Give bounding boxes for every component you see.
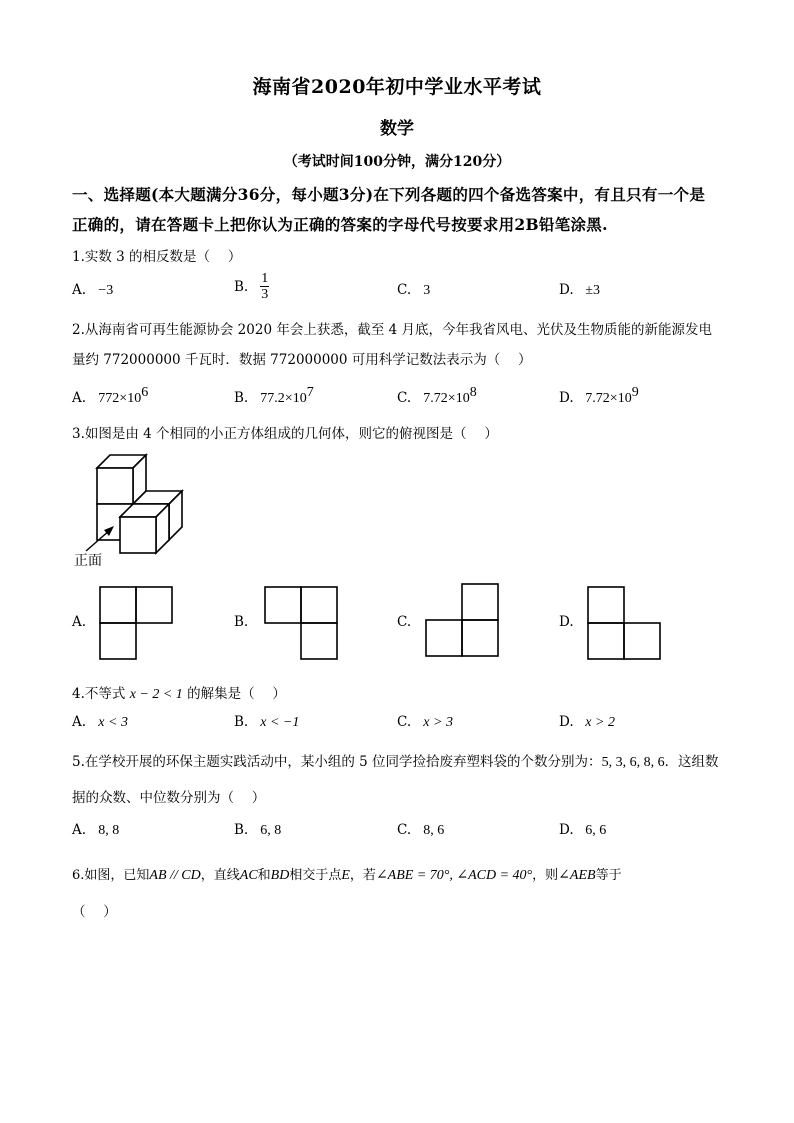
- section-heading-line1: 一、选择题(本大题满分36分，每小题3分)在下列各题的四个备选答案中，有且只有一个是: [72, 185, 706, 204]
- exam-subject: 数学: [380, 119, 414, 139]
- question-3-stem: 3.如图是由 4 个相同的小正方体组成的几何体，则它的俯视图是（ ）: [72, 426, 498, 442]
- cube-front-face: [120, 517, 156, 553]
- option-value: −3: [98, 283, 114, 298]
- option-value: 6, 6: [585, 823, 607, 838]
- question-3-option-d-label[interactable]: D.: [559, 614, 574, 630]
- option-value: 8, 6: [423, 823, 445, 838]
- question-3-option-a-label[interactable]: A.: [72, 614, 87, 630]
- option-base: 7.72×10: [585, 391, 632, 406]
- stem-text: ．这组数: [664, 754, 719, 770]
- option-label: A.: [72, 390, 87, 406]
- stem-text: ，则: [532, 868, 559, 883]
- question-5-option-d[interactable]: [559, 822, 606, 839]
- stem-math: AC: [239, 868, 258, 883]
- option-d-top-view[interactable]: [588, 587, 660, 659]
- exam-title: 海南省2020年初中学业水平考试: [252, 76, 542, 98]
- option-exponent: 6: [141, 385, 149, 400]
- option-exponent: 9: [631, 385, 639, 400]
- option-value: 6, 8: [260, 823, 282, 838]
- stem-text: 6.如图，已知: [72, 868, 150, 883]
- stem-math: ∠ABE = 70°, ∠ACD = 40°: [375, 868, 533, 883]
- question-5-option-b[interactable]: [234, 822, 281, 839]
- question-6-stem-line1: [72, 864, 622, 884]
- question-5-stem-line1: [72, 750, 719, 771]
- option-label: A.: [72, 282, 87, 298]
- option-value: 3: [423, 283, 431, 298]
- option-label: C.: [397, 714, 412, 730]
- stem-text: 4.不等式: [72, 686, 126, 702]
- question-4-option-a[interactable]: [72, 714, 128, 731]
- question-3-option-b-label[interactable]: B.: [234, 614, 249, 630]
- question-2-stem-line1: 2.从海南省可再生能源协会 2020 年会上获悉，截至 4 月底，今年我省风电、光伏及生物质能的新能源发电: [72, 322, 712, 338]
- option-base: 7.72×10: [423, 391, 470, 406]
- stem-math: ∠AEB: [558, 868, 596, 883]
- fraction-numerator: 1: [261, 271, 269, 286]
- question-4-stem: [72, 682, 286, 703]
- stem-data-values: 5, 3, 6, 8, 6: [601, 755, 665, 770]
- stem-math: BD: [270, 868, 290, 883]
- option-label: A.: [72, 714, 87, 730]
- front-label: 正面: [74, 553, 102, 569]
- option-label: C.: [397, 390, 412, 406]
- question-2-stem-line2: 量约 772000000 千瓦时．数据 772000000 可用科学记数法表示为（ ）: [72, 352, 532, 368]
- option-base: 77.2×10: [260, 391, 307, 406]
- cube-front-face: [97, 468, 133, 504]
- option-value: x < 3: [98, 715, 128, 730]
- stem-inequality: x − 2 < 1: [129, 687, 183, 702]
- option-label: D.: [559, 390, 574, 406]
- option-label: C.: [397, 282, 412, 298]
- option-value: ±3: [585, 283, 600, 298]
- stem-math: E: [341, 868, 350, 883]
- question-6-stem-line2: （ ）: [72, 904, 117, 920]
- stem-text: 相交于点: [289, 868, 342, 883]
- question-5-option-c[interactable]: [397, 822, 444, 839]
- option-b-top-view[interactable]: [265, 587, 337, 659]
- stem-text: ，直线: [200, 868, 240, 883]
- option-exponent: 8: [469, 385, 477, 400]
- section-heading-line2: 正确的，请在答题卡上把你认为正确的答案的字母代号按要求用2B铅笔涂黑.: [72, 215, 608, 234]
- option-label: D.: [559, 282, 574, 298]
- option-c-top-view[interactable]: [426, 584, 498, 656]
- option-a-top-view[interactable]: [100, 587, 172, 659]
- option-label: C.: [397, 822, 412, 838]
- option-label: B.: [234, 390, 249, 406]
- option-value: x > 2: [585, 715, 615, 730]
- option-label: B.: [234, 822, 249, 838]
- stem-text: ，若: [349, 868, 376, 883]
- question-5-option-a[interactable]: [72, 822, 119, 839]
- option-value: x < −1: [260, 715, 300, 730]
- option-label: A.: [72, 822, 87, 838]
- option-label: B.: [234, 279, 249, 295]
- stem-text: 5.在学校开展的环保主题实践活动中，某小组的 5 位同学捡拾废弃塑料袋的个数分别为：: [72, 754, 602, 770]
- question-4-option-d[interactable]: [559, 714, 615, 731]
- option-value: x > 3: [423, 715, 453, 730]
- option-exponent: 7: [306, 385, 314, 400]
- question-5-stem-line2: 据的众数、中位数分别为（ ）: [72, 790, 266, 806]
- option-base: 772×10: [98, 391, 142, 406]
- question-1-stem: 1.实数 3 的相反数是（ ）: [72, 249, 242, 265]
- question-4-option-b[interactable]: [234, 714, 299, 731]
- option-label: D.: [559, 822, 574, 838]
- exam-info: （考试时间100分钟，满分120分）: [283, 154, 511, 170]
- stem-math: AB // CD: [149, 868, 201, 883]
- option-label: D.: [559, 714, 574, 730]
- stem-text: 等于: [595, 868, 622, 883]
- option-label: B.: [234, 714, 249, 730]
- question-4-option-c[interactable]: [397, 714, 453, 731]
- option-value: 8, 8: [98, 823, 120, 838]
- fraction-denominator: 3: [261, 287, 269, 302]
- stem-text: 和: [257, 868, 271, 883]
- stem-text: 的解集是（ ）: [187, 686, 286, 702]
- question-3-option-c-label[interactable]: C.: [397, 614, 412, 630]
